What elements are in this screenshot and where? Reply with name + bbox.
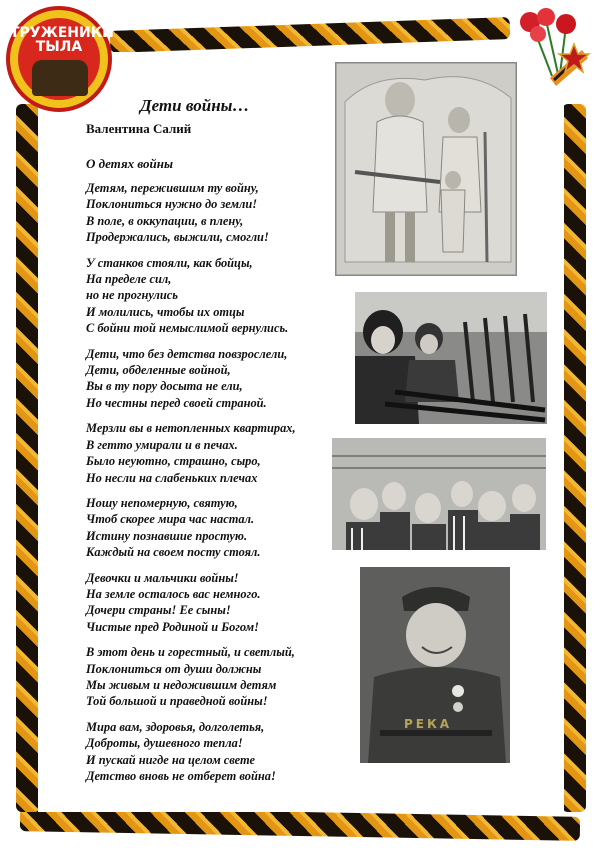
poem-line: Истину познавшие простую.: [86, 528, 248, 543]
poem-line: Но несли на слабеньких плечах: [86, 470, 258, 485]
relief-sculpture-image: [335, 62, 517, 276]
poem-line: В поле, в оккупации, в плену,: [86, 213, 244, 228]
truzheniki-tyla-logo: [6, 6, 112, 112]
poem-line: На земле осталось вас немного.: [86, 586, 261, 601]
poem-line: Каждый на своем посту стоял.: [86, 545, 261, 560]
poem-line: Дети, обделенные войной,: [86, 363, 231, 378]
carnations-order-icon: [512, 6, 596, 90]
poem-line: Но честны перед своей страной.: [86, 395, 267, 410]
poem-stanza: [86, 420, 336, 486]
workers-icon: [32, 60, 88, 96]
poem-line: Детство вновь не отберет война!: [86, 769, 276, 783]
photo-caption: РЕКА: [404, 717, 453, 731]
poem-line: И пускай нигде на целом свете: [86, 752, 255, 767]
poem-line: Поклониться нужно до земли!: [86, 197, 258, 212]
poem-line: Вы в ту пору досыта не ели,: [86, 379, 243, 394]
ribbon-top: [110, 17, 511, 53]
poem-stanza: [86, 495, 336, 561]
ribbon-bottom: [20, 807, 580, 841]
poem-line: На пределе сил,: [86, 272, 172, 287]
poem-line: Мерзли вы в нетопленных квартирах,: [86, 421, 296, 436]
poem-line: Чистые пред Родиной и Богом!: [86, 619, 259, 634]
logo-line2: ТЫЛА: [35, 39, 83, 55]
poem-stanza: [86, 719, 336, 785]
author-name: Валентина Салий: [86, 121, 192, 136]
poem-line: И молились, чтобы их отцы: [86, 304, 245, 319]
poem-line: Мира вам, здоровья, долголетья,: [86, 719, 265, 734]
poem-line: В гетто умирали и в печах.: [86, 437, 238, 452]
poem-title: О детях войны: [86, 156, 174, 171]
poem-line: Чтоб скорее мира час настал.: [86, 512, 255, 527]
ribbon-right: [562, 104, 586, 812]
poem-line: Продержались, выжили, смогли!: [86, 230, 269, 245]
poem-line: Ношу непомерную, святую,: [86, 495, 238, 510]
poem-line: С бойни той немыслимой вернулись.: [86, 321, 289, 336]
poem-line: Дочери страны! Ее сыны!: [86, 603, 231, 618]
poem-line: Девочки и мальчики войны!: [86, 570, 239, 585]
poem-stanza: [86, 346, 336, 412]
poem-line: Мы живым и недожившим детям: [86, 677, 277, 692]
poem-stanza: [86, 180, 336, 246]
poem-line: Было неуютно, страшно, сыро,: [86, 454, 261, 469]
children-camp-image: [332, 438, 546, 550]
ribbon-left: [16, 104, 40, 812]
poem-line: Той большой и праведной войны!: [86, 694, 268, 709]
poem-line: У станков стояли, как бойцы,: [86, 255, 253, 270]
logo-line1: ТРУЖЕНИКИ: [10, 25, 114, 41]
poem-line: Детям, пережившим ту войну,: [86, 181, 259, 195]
boy-soldier-image: [360, 567, 510, 763]
poem-line: Поклониться от души должны: [86, 661, 262, 676]
poem-stanza: [86, 255, 336, 337]
poem-line: Дети, что без детства повзрослели,: [86, 346, 288, 361]
poem-stanza: [86, 644, 336, 710]
poem-line: В этот день и горестный, и светлый,: [86, 645, 295, 660]
poem-line: но не прогнулись: [86, 288, 178, 303]
poem-text: [86, 180, 336, 793]
poem-line: Доброты, душевного тепла!: [86, 736, 243, 751]
poem-stanza: [86, 570, 336, 636]
children-factory-image: [355, 292, 547, 424]
page-title: Дети войны…: [140, 96, 250, 115]
